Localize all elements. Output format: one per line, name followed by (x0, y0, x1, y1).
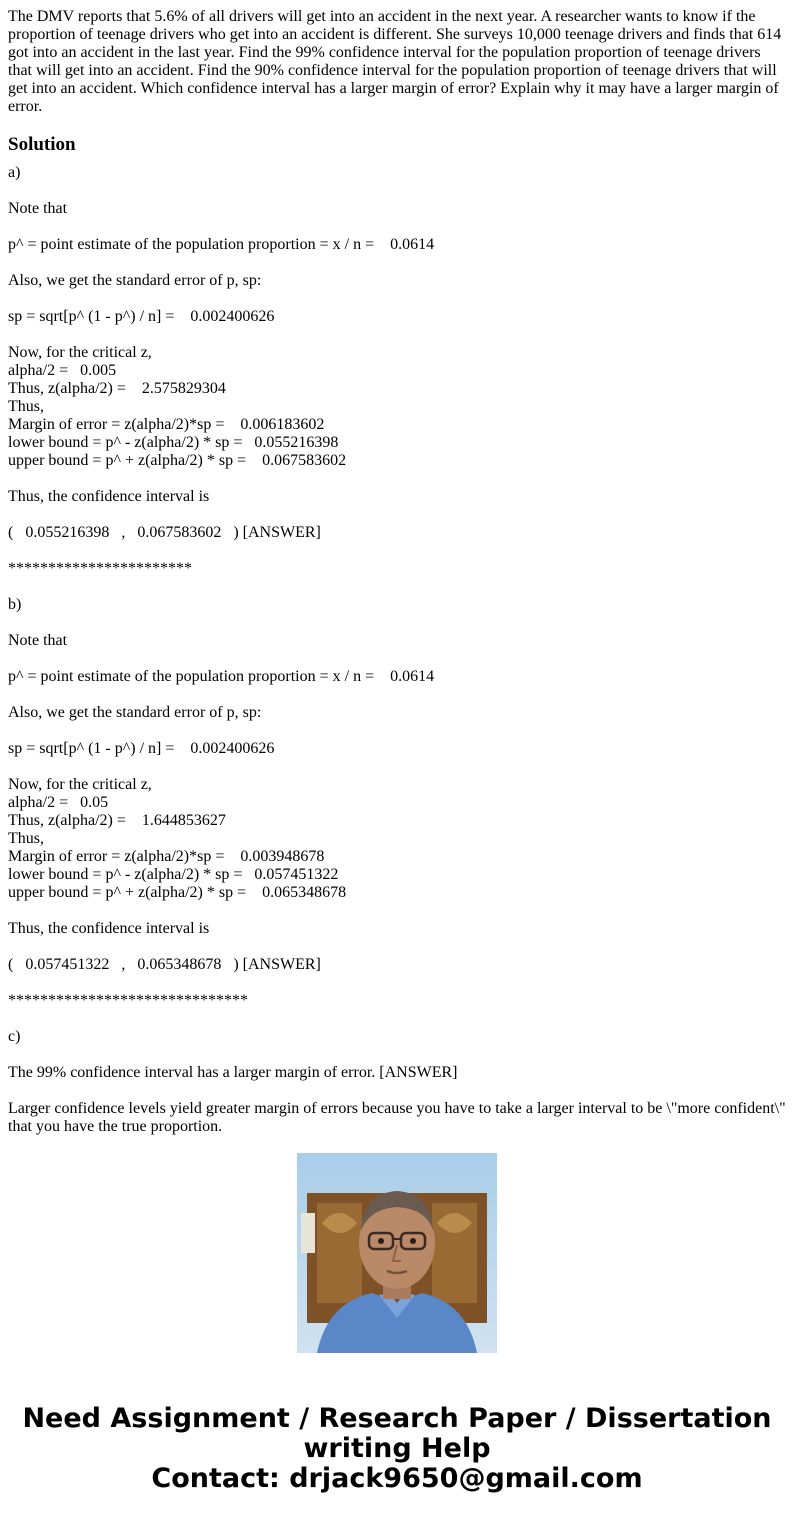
part-a-upper: upper bound = p^ + z(alpha/2) * sp = 0.067583602 (8, 452, 347, 469)
document-body (8, 8, 790, 1136)
part-a-ci: ( 0.055216398 , 0.067583602 ) [ANSWER] (8, 524, 321, 541)
part-b-separator: ****************************** (8, 992, 248, 1009)
contact-banner (0, 1404, 794, 1494)
part-b-note: Note that (8, 632, 68, 649)
part-c-answer: The 99% confidence interval has a larger margin of error. [ANSWER] (8, 1064, 458, 1081)
cta-line-2: writing Help (303, 1433, 491, 1464)
part-c-explanation: Larger confidence levels yield greater margin of errors because you have to take a larger interval to be \"more confident\" that you have the true proportion. (8, 1100, 790, 1135)
part-a-note: Note that (8, 200, 68, 217)
part-a-separator: *********************** (8, 560, 192, 577)
part-b-ci: ( 0.057451322 , 0.065348678 ) [ANSWER] (8, 956, 321, 973)
part-b-lower: lower bound = p^ - z(alpha/2) * sp = 0.057451322 (8, 866, 339, 883)
part-b-upper: upper bound = p^ + z(alpha/2) * sp = 0.065348678 (8, 884, 347, 901)
part-a-moe: Margin of error = z(alpha/2)*sp = 0.006183602 (8, 416, 325, 433)
part-b-point-estimate: p^ = point estimate of the population proportion = x / n = 0.0614 (8, 668, 435, 685)
part-a-ci-intro: Thus, the confidence interval is (8, 488, 210, 505)
author-photo-icon (297, 1153, 497, 1353)
part-a-alpha: alpha/2 = 0.005 (8, 362, 117, 379)
part-a-z: Thus, z(alpha/2) = 2.575829304 (8, 380, 226, 397)
part-b-moe: Margin of error = z(alpha/2)*sp = 0.003948678 (8, 848, 325, 865)
part-b-se-intro: Also, we get the standard error of p, sp: (8, 704, 262, 721)
part-c-label: c) (8, 1028, 21, 1045)
part-b-alpha: alpha/2 = 0.05 (8, 794, 109, 811)
part-b-ci-intro: Thus, the confidence interval is (8, 920, 210, 937)
part-a-critical-intro: Now, for the critical z, (8, 344, 152, 361)
part-b-se: sp = sqrt[p^ (1 - p^) / n] = 0.002400626 (8, 740, 275, 757)
part-a-label: a) (8, 164, 21, 181)
author-avatar (297, 1153, 497, 1353)
part-a-se-intro: Also, we get the standard error of p, sp: (8, 272, 262, 289)
part-a-lower: lower bound = p^ - z(alpha/2) * sp = 0.055216398 (8, 434, 339, 451)
part-a-se: sp = sqrt[p^ (1 - p^) / n] = 0.002400626 (8, 308, 275, 325)
part-b-critical-intro: Now, for the critical z, (8, 776, 152, 793)
part-b-z: Thus, z(alpha/2) = 1.644853627 (8, 812, 226, 829)
cta-contact-email[interactable]: Contact: drjack9650@gmail.com (151, 1463, 643, 1494)
question-text: The DMV reports that 5.6% of all drivers will get into an accident in the next year. A researcher wants to know if the proportion of teenage drivers who get into an accident is different. She surveys 10,000 teenage drivers and finds that 614 got into an accident in the last year. Find the 99% confidence interval for the population proportion of teenage drivers that will get into an accident. Find the 90% confidence interval for the population proportion of teenage drivers that will get into an accident. Which confidence interval has a larger margin of error? Explain why it may have a larger margin of error. (8, 8, 786, 115)
solution-heading: Solution (8, 134, 76, 155)
cta-line-1: Need Assignment / Research Paper / Dissertation (22, 1403, 772, 1434)
part-b-label: b) (8, 596, 22, 613)
part-b-thus: Thus, (8, 830, 44, 847)
part-a-point-estimate: p^ = point estimate of the population proportion = x / n = 0.0614 (8, 236, 435, 253)
part-a-thus: Thus, (8, 398, 44, 415)
